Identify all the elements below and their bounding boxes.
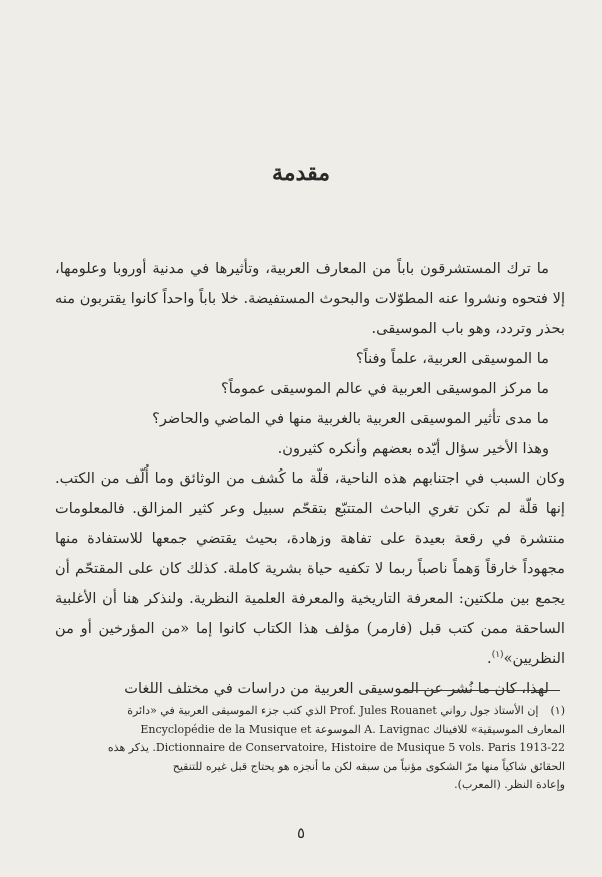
- footnote-line: الحقائق شاكياً منها مرّ الشكوى مؤنباً من سبقه لكن ما أنجزه هو يحتاج قبل غيره للتنقيح: [172, 759, 565, 773]
- footnote-separator: [405, 690, 560, 691]
- page-number: ٥: [296, 824, 306, 842]
- footnote-text: إن الأستاذ جول رواني Prof. Jules Rouanet الذي كتب جزء الموسيقى العربية في «دائرة: [127, 704, 539, 717]
- body-text: [55, 254, 565, 704]
- page-title: مقدمة: [271, 160, 331, 186]
- paragraph: ما مدى تأثير الموسيقى العربية بالغربية منها في الماضي والحاضر؟: [152, 410, 549, 427]
- footnote: [45, 702, 565, 795]
- footnote-line: وإعادة النظر. (المعرب).: [454, 778, 565, 791]
- paragraph: لهذا، كان ما نُشر عن الموسيقى العربية من دراسات في مختلف اللغات: [124, 680, 549, 697]
- paragraph: ما الموسيقى العربية، علماً وفناً؟: [355, 350, 549, 367]
- paragraph: ما مركز الموسيقى العربية في عالم الموسيقى عموماً؟: [221, 380, 549, 397]
- footnote-line: المعارف الموسيقية» للافيناك A. Lavignac الموسوعة Encyclopédie de la Musique et: [140, 722, 565, 736]
- footnote-reference[interactable]: (١): [491, 650, 504, 661]
- footnote-marker: (١): [550, 704, 565, 717]
- paragraph: ما ترك المستشرقون باباً من المعارف العربية، وتأثيرها في مدنية أوروبا وعلومها، إلا فتحوه ونشروا عنه المطوّلات والبحوث المستفيضة. خلا باباً واحداً كانوا يقتربون منه بحذر وتردد، وهو باب الموسيقى.: [55, 260, 565, 337]
- footnote-line: [45, 702, 565, 721]
- paragraph: وهذا الأخير سؤال أيّده بعضهم وأنكره كثيرون.: [277, 440, 549, 457]
- footnote-line: Dictionnaire de Conservatoire, Histoire de Musique 5 vols. Paris 1913-22. يذكر هذه: [107, 741, 565, 754]
- paragraph: وكان السبب في اجتنابهم هذه الناحية، قلّة ما كُشف من الوثائق وما أُلّف من الكتب. إنها قلّة لم تكن تغري الباحث المتتبّع بتقحّم سبيل وعر كثير المزالق. فالمعلومات منتشرة في رقعة بعيدة على تفاهة وزهادة، بحيث يقتضي جمعها للاستفادة منها مجهوداً خارقاً وَهماً ناصباً ربما لا تكفيه حياة بشرية كاملة. كذلك كان على المقتحّم أن يجمع بين ملكتين: المعرفة التاريخية والمعرفة العلمية النظرية. ولنذكر هنا أن الأغلبية الساحقة ممن كتب قبل (فارمر) مؤلف هذا الكتاب كانوا إما «من المؤرخين أو من النظريين»$^{(١)}$.: [55, 470, 565, 667]
- paragraph-text: وكان السبب في اجتنابهم هذه الناحية، قلّة ما كُشف من الوثائق وما أُلّف من الكتب. إنها قلّة لم تكن تغري الباحث المتتبّع بتقحّم سبيل وعر كثير المزالق. فالمعلومات منتشرة في رقعة بعيدة على تفاهة وزهادة، بحيث يقتضي جمعها للاستفادة منها مجهوداً خارقاً وَهماً ناصباً ربما لا تكفيه حياة بشرية كاملة. كذلك كان على المقتحّم أن يجمع بين ملكتين: المعرفة التاريخية والمعرفة العلمية النظرية. ولنذكر هنا أن الأغلبية الساحقة ممن كتب قبل (فارمر) مؤلف هذا الكتاب كانوا إما «من المؤرخين أو من النظريين»: [55, 470, 565, 667]
